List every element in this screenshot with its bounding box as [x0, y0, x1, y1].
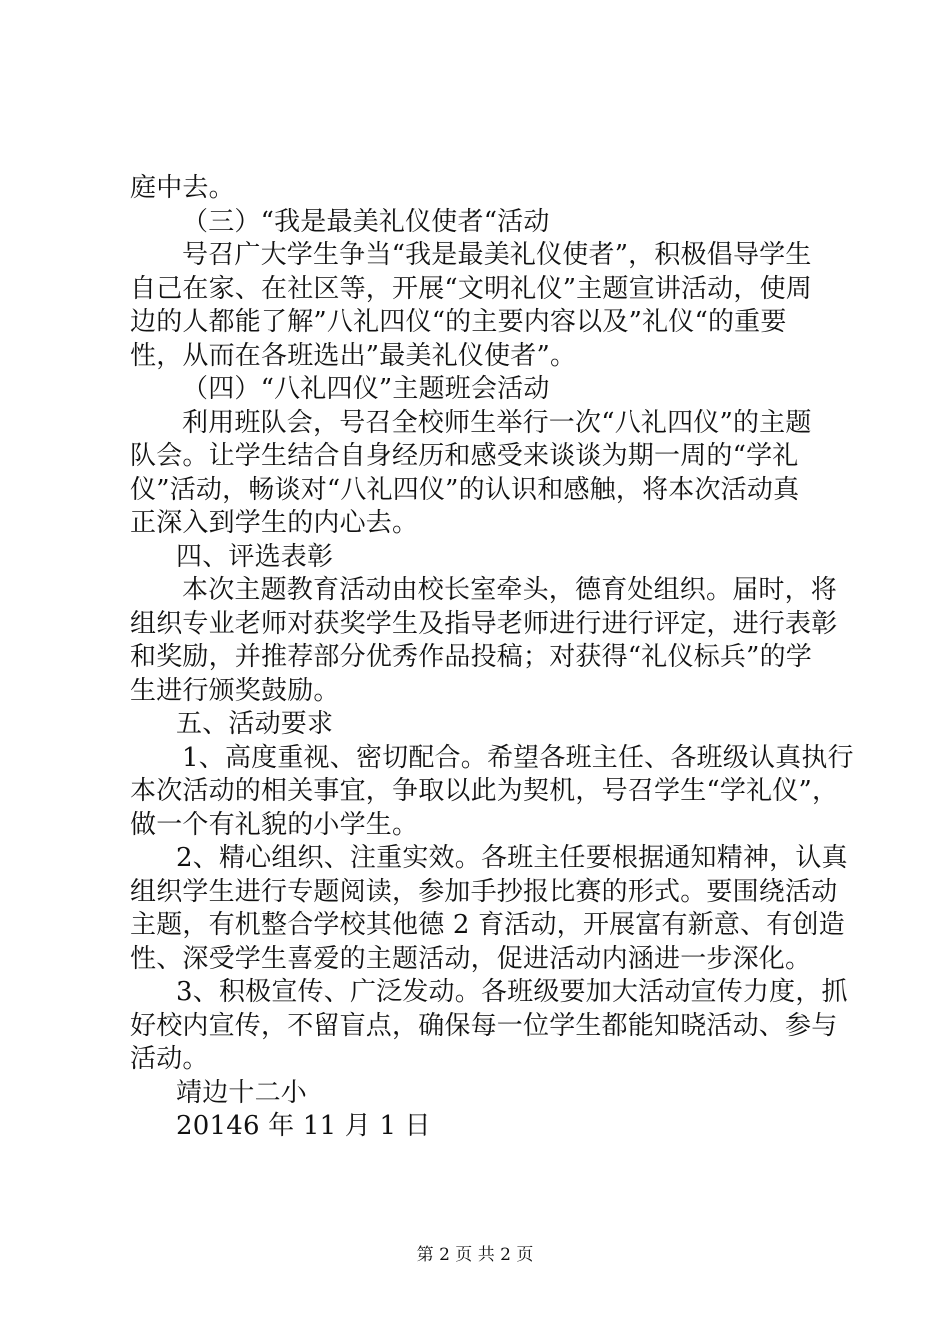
signature-org: 靖边十二小 — [176, 1077, 308, 1108]
text-line: 主题，有机整合学校其他德 2 育活动，开展富有新意、有创造 — [130, 910, 845, 940]
document-body — [130, 172, 854, 1144]
text-line: 正深入到学生的内心去。 — [130, 508, 419, 538]
text-line: 本次主题教育活动由校长室牵头，德育处组织。届时，将 — [182, 575, 838, 605]
text-line: 组织专业老师对获奖学生及指导老师进行进行评定，进行表彰 — [130, 608, 838, 639]
text-line: 做一个有礼貌的小学生。 — [130, 809, 419, 840]
text-line: 号召广大学生争当“我是最美礼仪使者”，积极倡导学生 — [182, 240, 812, 270]
text-line: 3、积极宣传、广泛发动。各班级要加大活动宣传力度，抓 — [176, 977, 848, 1007]
text-line: 活动。 — [130, 1044, 209, 1074]
text-line: 组织学生进行专题阅读，参加手抄报比赛的形式。要围绕活动 — [130, 876, 838, 907]
text-line: 生进行颁奖鼓励。 — [130, 675, 340, 706]
text-line: 自己在家、在社区等，开展“文明礼仪”主题宣讲活动，使周 — [130, 273, 812, 304]
section-heading: 四、评选表彰 — [176, 541, 334, 572]
section-heading: （四）“八礼四仪”主题班会活动 — [182, 374, 550, 404]
section-heading: （三）“我是最美礼仪使者“活动 — [182, 206, 550, 237]
signature-date: 20146 年 11 月 1 日 — [176, 1111, 431, 1141]
text-line: 性，从而在各班选出”最美礼仪使者”。 — [130, 340, 577, 371]
text-line: 边的人都能了解”八礼四仪“的主要内容以及”礼仪“的重要 — [130, 307, 787, 337]
text-line: 利用班队会，号召全校师生举行一次“八礼四仪”的主题 — [182, 407, 812, 438]
text-line: 好校内宣传，不留盲点，确保每一位学生都能知晓活动、参与 — [130, 1010, 838, 1041]
text-line: 队会。让学生结合自身经历和感受来谈谈为期一周的“学礼 — [130, 441, 799, 471]
text-line: 和奖励，并推荐部分优秀作品投稿；对获得“礼仪标兵”的学 — [130, 642, 812, 672]
page-number-footer: 第 2 页 共 2 页 — [416, 1245, 534, 1265]
text-line: 本次活动的相关事宜，争取以此为契机，号召学生“学礼仪”， — [130, 776, 839, 806]
section-heading: 五、活动要求 — [176, 709, 334, 739]
text-line: 2、精心组织、注重实效。各班主任要根据通知精神，认真 — [176, 843, 848, 873]
text-line: 仪”活动，畅谈对“八礼四仪”的认识和感触，将本次活动真 — [130, 474, 800, 505]
text-line: 1、高度重视、密切配合。希望各班主任、各班级认真执行 — [182, 742, 854, 773]
text-line: 性、深受学生喜爱的主题活动，促进活动内涵进一步深化。 — [130, 943, 812, 974]
text-line: 庭中去。 — [130, 173, 235, 203]
